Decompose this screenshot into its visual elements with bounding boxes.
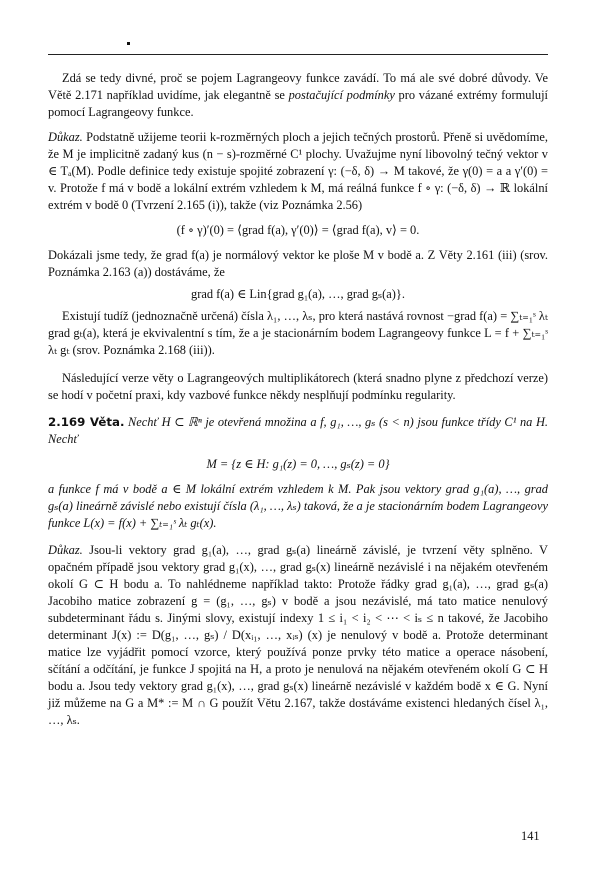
intro-text-b: pro vázané extrémy formulují pomocí Lagrangeovy funkce. [48, 88, 548, 119]
proof2-text: Jsou-li vektory grad g₁(a), …, grad gₛ(a) lineárně závislé, je tvrzení věty splněno. V opačném případě jsou vektory grad g₁(x), …, grad gₛ(x) lineárně nezávislé i na nějakém otevřeném okolí G ⊂ H bodu a. To nahlédneme například takto: Protože řádky grad g₁(a), …, grad gₛ(a) Jacobiho matice zobrazení g = (g₁, …, gₛ) v bodě a jsou nezávislé, má tato matice nenulový subdeterminant řádu s. Jinými slovy, existují indexy 1 ≤ i₁ < i₂ < ⋯ < iₛ ≤ n takové, že Jacobiho determinant J(x) := D(g₁, …, gₛ) / D(xᵢ₁, …, xᵢₛ) (x) je nenulový v bodě a. Protože determinant matice lze vyjádřit pomocí vzorce, který používá ponze prvky této matice a operace násobení, sčítání a odčítání, je funkce J spojitá na H, a proto je nenulová na nějakém otevřeném okolí G ⊂ H bodu a. Jsou tedy vektory grad g₁(x), …, grad gₛ(x) lineárně nezávislé v každém bodě x ∈ G. Nyní již můžeme na G a M* := M ∩ G použít Větu 2.167, takže dostáváme existenci hledaných čísel λ₁, …, λₛ. [48, 543, 548, 727]
theorem-text-a: Nechť H ⊂ ℝⁿ je otevřená množina a f, g₁, …, gₛ (s < n) jsou funkce třídy C¹ na H. Nechť [48, 415, 548, 446]
theorem-paragraph [48, 414, 548, 448]
proof1-equation-1: (f ∘ γ)′(0) = ⟨grad f(a), γ′(0)⟩ = ⟨grad f(a), v⟩ = 0. [176, 223, 420, 237]
header-mark [127, 42, 130, 45]
page-number: 141 [521, 829, 540, 843]
header-rule [48, 54, 548, 55]
intro-text-a: Zdá se tedy divné, proč se pojem Lagrangeovy funkce zavádí. To má ale své dobré důvody. Ve Větě 2.171 například uvidíme, jak elegantně se [48, 71, 548, 102]
proof1-text-b: Dokázali jsme tedy, že grad f(a) je normálový vektor ke ploše M v bodě a. Z Věty 2.161 (iii) (srov. Poznámka 2.163 (a)) dostáváme, že [48, 248, 548, 279]
proof1-text-c: Existují tudíž (jednoznačně určená) čísla λ₁, …, λₛ, pro která nastává rovnost −grad f(a) = ∑ₜ₌₁ˢ λₜ grad gₜ(a), která je ekvivalentní s tím, že a je stacionárním bodem Lagrangeovy funkce L = f + ∑ₜ₌₁ˢ λₜ gₜ (srov. Poznámka 2.168 (iii)). [48, 309, 548, 357]
proof2-label: Důkaz. [48, 543, 83, 557]
proof1-text-a: Podstatně užijeme teorii k-rozměrných ploch a jejich tečných prostorů. Přeně si uvědomíme, že M je implicitně zadaný kus (n − s)-rozměrné C¹ plochy. Uvažujme nyní libovolný tečný vektor v ∈ Tₐ(M). Podle definice tedy existuje spojité zobrazení γ: (−δ, δ) → M takové, že γ(0) = a a γ′(0) = v. Protože f má v bodě a lokální extrém vzhledem k M, má reálná funkce f ∘ γ: (−δ, δ) → ℝ lokální extrém v bodě 0 (Tvrzení 2.165 (i)), takže (viz Poznámka 2.56) [48, 130, 548, 212]
theorem-equation: M = {z ∈ H: g₁(z) = 0, …, gₛ(z) = 0} [206, 457, 390, 471]
proof1-paragraph [48, 129, 548, 214]
transition-paragraph: Následující verze věty o Lagrangeových multiplikátorech (která snadno plyne z předchozí verze) se hodí v početní praxi, kdy vazbové funkce někdy nesplňují podmínku regularity. [48, 371, 548, 402]
intro-paragraph [48, 70, 548, 121]
main-text [48, 70, 548, 729]
intro-emphasis: postačující podmínky [288, 88, 395, 102]
proof2-paragraph [48, 542, 548, 729]
theorem-number: 2.169 Věta. [48, 415, 125, 429]
proof1-label: Důkaz. [48, 130, 83, 144]
theorem-text-b: a funkce f má v bodě a ∈ M lokální extrém vzhledem k M. Pak jsou vektory grad g₁(a), …, grad gₛ(a) lineárně závislé nebo existují čísla (λ₁, …, λₛ) taková, že a je stacionárním bodem Lagrangeovy funkce L(x) = f(x) + ∑ₜ₌₁ˢ λₜ gₜ(x). [48, 482, 548, 530]
proof1-equation-2: grad f(a) ∈ Lin{grad g₁(a), …, grad gₛ(a)}. [191, 287, 405, 301]
